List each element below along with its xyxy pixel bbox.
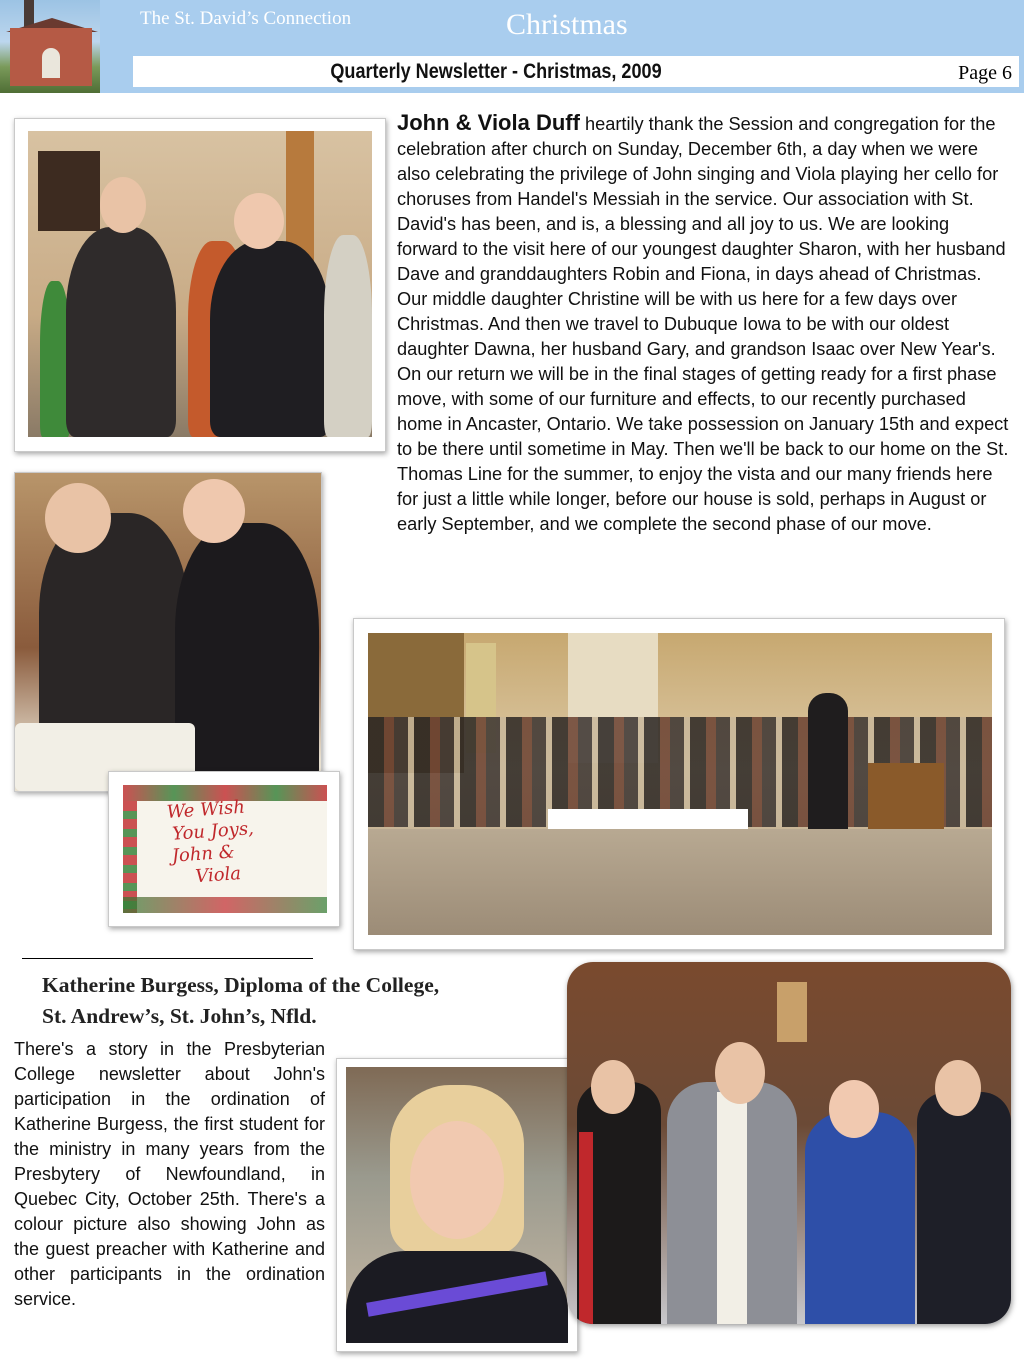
head-participant [935, 1060, 981, 1116]
cake-line: Viola [194, 863, 242, 888]
church-photo [0, 0, 100, 93]
person-john [66, 227, 176, 437]
section-divider [22, 958, 313, 959]
cake-inscription [166, 796, 258, 890]
cake-line: We Wish [166, 796, 246, 824]
cake-line: John & [171, 841, 236, 867]
section-heading-burgess [42, 970, 562, 1032]
heading-line: St. Andrew’s, St. John’s, Nfld. [42, 1004, 317, 1028]
article-burgess-body: There's a story in the Presbyterian College newsletter about John's participation in the ordination of Katherine Burgess, the first student for the ministry in many years from the Presbytery of Newfoundland, in Quebec City, October 25th. There's a colour picture also showing John as the guest preacher with Katherine and other participants in the ordination service. [14, 1039, 325, 1309]
person-participant [917, 1092, 1011, 1324]
photo-cake-cutting [15, 473, 321, 791]
white-stole [717, 1092, 747, 1324]
head-john [45, 483, 111, 553]
photo-cake-closeup [123, 785, 327, 913]
head-viola [234, 193, 284, 249]
red-stole [579, 1132, 593, 1324]
photo-frame-cake [108, 771, 340, 927]
photo-frame-portrait [336, 1058, 578, 1352]
person-viola [175, 523, 319, 791]
wall-plaque [38, 151, 100, 231]
person-viola [210, 241, 330, 437]
table [548, 809, 748, 829]
photo-portrait-katherine [346, 1067, 568, 1343]
church-window [42, 48, 60, 78]
article-duff-body: heartily thank the Session and congregation for the celebration after church on Sunday, December 6th, a day when we were also celebrating the privilege of John singing and Viola playing her cello for choruses from Handel's Messiah in the service. Our association with St. David's has been, and is, a blessing and all joy to us. We are looking forward to the visit here of our youngest daughter Sharon, with her husband Dave and granddaughters Robin and Fiona, in days ahead of Christmas. Our middle daughter Christine will be with us here for a few days over Christmas. And then we travel to Dubuque Iowa to be with our oldest daughter Dawna, her husband Gary, and grandson Isaac over New Year's. On our return we will be in the final stages of getting ready for a first phase move, with some of our furniture and effects, to our recently purchased home in Ancaster, Ontario. We take possession on January 15th and expect to be there until sometime in May. Then we'll be back to our home on the St. Thomas Line for the summer, to enjoy the vista and our many friends here for just a little while longer, before our house is sold, perhaps in August or early September, and we complete the second phase of our move. [397, 114, 1009, 534]
heading-line: Katherine Burgess, Diploma of the College, [42, 973, 440, 997]
cake-line: You Joys, [171, 818, 255, 845]
photo-frame-cake-cutting [14, 472, 322, 792]
face [410, 1121, 504, 1239]
masthead-left: The St. David’s Connection [140, 8, 352, 29]
head-katherine [829, 1080, 879, 1138]
masthead-right: Christmas [506, 8, 628, 41]
cake-roses-bottom [123, 897, 327, 913]
person-bystander [324, 235, 372, 437]
head-john [100, 177, 146, 233]
head-john [715, 1042, 765, 1104]
floor [368, 829, 992, 935]
article-duff [397, 110, 1011, 537]
page-number: Page 6 [958, 62, 1012, 84]
photo-couple-standing [28, 131, 372, 437]
photo-hall-gathering [368, 633, 992, 935]
photo-frame-hall [353, 618, 1005, 950]
cross [777, 982, 807, 1042]
photo-frame-couple [14, 118, 386, 452]
article-duff-name: John & Viola Duff [397, 110, 580, 135]
photo-ordination-group [567, 962, 1011, 1324]
newsletter-subtitle: Quarterly Newsletter - Christmas, 2009 [330, 60, 662, 83]
person-katherine-robed [805, 1112, 915, 1324]
head-viola [183, 479, 245, 543]
head-minister [591, 1060, 635, 1114]
